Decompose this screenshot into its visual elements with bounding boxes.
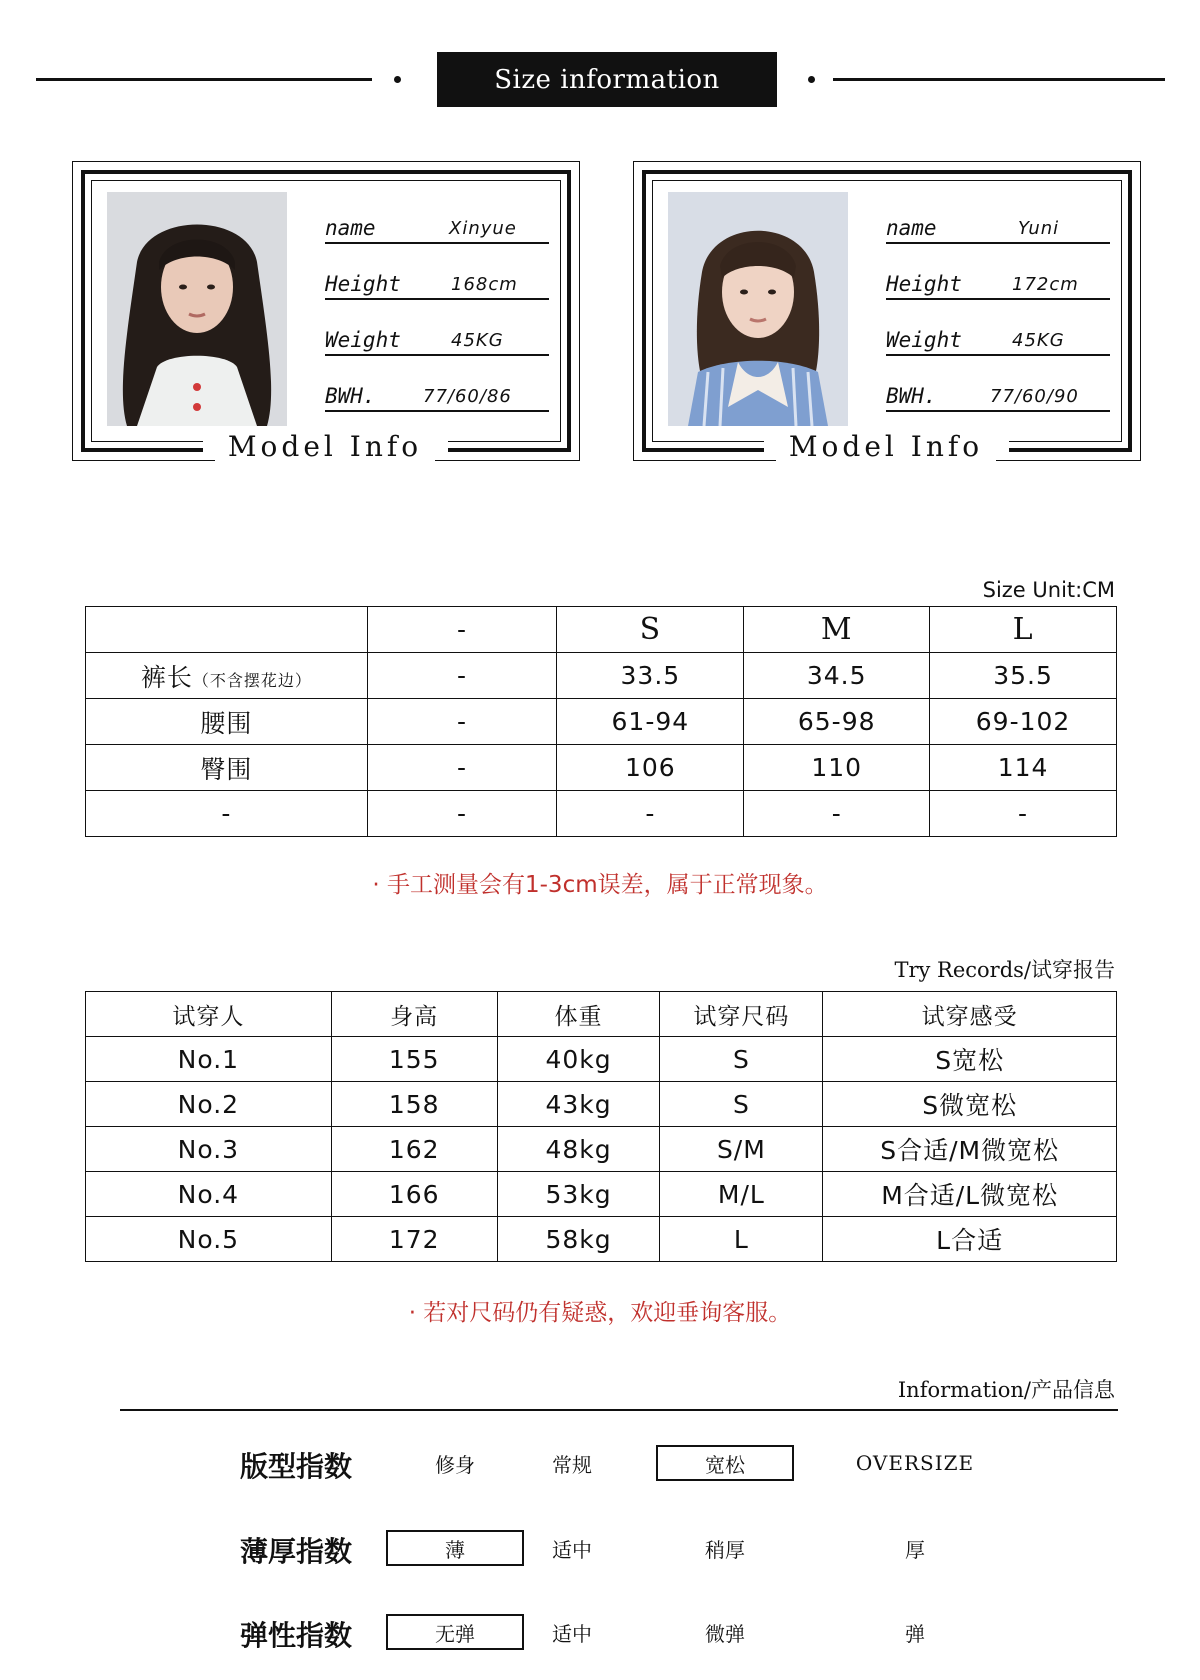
elasticity-option-stretch: 弹 [905, 1621, 925, 1646]
table-cell: - [744, 791, 930, 837]
field-weight [325, 320, 549, 356]
model-card-1 [72, 161, 580, 461]
row-label-cell [86, 653, 368, 699]
table-cell: No.1 [86, 1037, 332, 1082]
product-info-rule [120, 1409, 1118, 1411]
header-dot-right [808, 76, 815, 83]
table-cell: 61-94 [557, 699, 744, 745]
table-cell: 58kg [497, 1217, 660, 1262]
table-row [86, 1037, 1117, 1082]
table-row [86, 1127, 1117, 1172]
table-cell: 34.5 [744, 653, 930, 699]
table-cell: - [367, 745, 557, 791]
row-label-note: （不含摆花边） [192, 670, 312, 690]
table-cell: 172 [331, 1217, 497, 1262]
table-cell: 158 [331, 1082, 497, 1127]
table-cell: S合适/M微宽松 [823, 1127, 1117, 1172]
row-label-cell [86, 699, 368, 745]
field-height [325, 264, 549, 300]
field-label: Height [325, 272, 401, 296]
field-bwh [325, 376, 549, 412]
model-portrait-image [668, 192, 848, 426]
header-cell: - [367, 607, 557, 653]
header-cell: L [930, 607, 1117, 653]
table-cell: No.4 [86, 1172, 332, 1217]
row-label-cell [86, 745, 368, 791]
table-row [86, 745, 1117, 791]
field-name [886, 208, 1110, 244]
header-cell: 体重 [497, 992, 660, 1037]
table-row [86, 1082, 1117, 1127]
header-dot-left [394, 76, 401, 83]
table-cell: 155 [331, 1037, 497, 1082]
field-label: Weight [886, 328, 962, 352]
table-cell: 48kg [497, 1127, 660, 1172]
table-cell: 35.5 [930, 653, 1117, 699]
field-bwh [886, 376, 1110, 412]
table-cell: M/L [660, 1172, 823, 1217]
try-records-table [85, 991, 1117, 1262]
table-cell: 110 [744, 745, 930, 791]
table-cell: S宽松 [823, 1037, 1117, 1082]
model-info-title: Model Info [215, 430, 435, 463]
table-cell: 106 [557, 745, 744, 791]
header-cell: 身高 [331, 992, 497, 1037]
model-info-title: Model Info [776, 430, 996, 463]
table-cell: 114 [930, 745, 1117, 791]
field-label: name [325, 216, 376, 240]
field-height [886, 264, 1110, 300]
row-label: - [221, 799, 232, 828]
table-cell: 40kg [497, 1037, 660, 1082]
thickness-index-label: 薄厚指数 [240, 1535, 353, 1568]
table-cell: 33.5 [557, 653, 744, 699]
try-records-title: Try Records/试穿报告 [894, 958, 1115, 982]
table-cell: L [660, 1217, 823, 1262]
fit-option-loose: 宽松 [656, 1445, 794, 1481]
field-label: BWH. [886, 384, 937, 408]
table-cell: 166 [331, 1172, 497, 1217]
size-unit-label: Size Unit:CM [982, 578, 1115, 602]
product-info-title: Information/产品信息 [897, 1378, 1115, 1402]
row-label: 臀围 [200, 754, 253, 784]
measurement-note: · 手工测量会有1-3cm误差，属于正常现象。 [372, 872, 828, 898]
table-cell: - [367, 791, 557, 837]
header-cell: M [744, 607, 930, 653]
header-cell: S [557, 607, 744, 653]
fit-index-label: 版型指数 [240, 1450, 353, 1483]
field-value: 77/60/86 [423, 386, 512, 407]
table-cell: No.3 [86, 1127, 332, 1172]
header-rule-left [36, 78, 372, 81]
header-cell [86, 607, 368, 653]
field-name [325, 208, 549, 244]
table-cell: M合适/L微宽松 [823, 1172, 1117, 1217]
table-row [86, 1217, 1117, 1262]
field-value: 45KG [451, 330, 504, 351]
thickness-option-slightly-thick: 稍厚 [705, 1537, 745, 1562]
page-title [437, 52, 777, 107]
fit-option-regular: 常规 [552, 1452, 592, 1477]
elasticity-option-medium: 适中 [552, 1621, 592, 1646]
table-cell: S [660, 1082, 823, 1127]
table-cell: L合适 [823, 1217, 1117, 1262]
table-cell: 69-102 [930, 699, 1117, 745]
header-rule-right [833, 78, 1165, 81]
field-label: name [886, 216, 937, 240]
thickness-option-thick: 厚 [905, 1537, 925, 1562]
header-cell: 试穿人 [86, 992, 332, 1037]
table-cell: S [660, 1037, 823, 1082]
field-value: 168cm [451, 274, 518, 295]
elasticity-option-slight: 微弹 [705, 1621, 745, 1646]
field-value: 172cm [1012, 274, 1079, 295]
field-label: Weight [325, 328, 401, 352]
table-cell: No.5 [86, 1217, 332, 1262]
row-label-cell [86, 791, 368, 837]
model-card-2 [633, 161, 1141, 461]
table-cell: 53kg [497, 1172, 660, 1217]
table-cell: S/M [660, 1127, 823, 1172]
table-cell: - [930, 791, 1117, 837]
thickness-option-thin: 薄 [386, 1530, 524, 1566]
elasticity-option-none: 无弹 [386, 1614, 524, 1650]
field-weight [886, 320, 1110, 356]
field-value: Yuni [1018, 218, 1060, 239]
header-cell: 试穿感受 [823, 992, 1117, 1037]
fit-option-oversize: OVERSIZE [855, 1451, 975, 1475]
table-cell: 65-98 [744, 699, 930, 745]
field-value: 77/60/90 [990, 386, 1079, 407]
table-cell: - [367, 699, 557, 745]
page-title-text: Size information [494, 64, 720, 95]
fit-option-slim: 修身 [435, 1452, 475, 1477]
header-cell: 试穿尺码 [660, 992, 823, 1037]
table-cell: No.2 [86, 1082, 332, 1127]
table-row [86, 791, 1117, 837]
table-header-row [86, 992, 1117, 1037]
model-photo-2 [668, 192, 848, 426]
size-table [85, 606, 1117, 837]
model-portrait-image [107, 192, 287, 426]
table-cell: 43kg [497, 1082, 660, 1127]
field-value: Xinyue [449, 218, 517, 239]
customer-service-note: · 若对尺码仍有疑惑，欢迎垂询客服。 [408, 1300, 792, 1326]
model-photo-1 [107, 192, 287, 426]
table-cell: S微宽松 [823, 1082, 1117, 1127]
thickness-option-medium: 适中 [552, 1537, 592, 1562]
table-cell: - [557, 791, 744, 837]
table-row [86, 699, 1117, 745]
table-header-row [86, 607, 1117, 653]
field-value: 45KG [1012, 330, 1065, 351]
table-cell: 162 [331, 1127, 497, 1172]
table-row [86, 653, 1117, 699]
field-label: Height [886, 272, 962, 296]
row-label: 裤长 [140, 662, 193, 692]
table-row [86, 1172, 1117, 1217]
field-label: BWH. [325, 384, 376, 408]
elasticity-index-label: 弹性指数 [240, 1619, 353, 1652]
row-label: 腰围 [200, 708, 253, 738]
table-cell: - [367, 653, 557, 699]
